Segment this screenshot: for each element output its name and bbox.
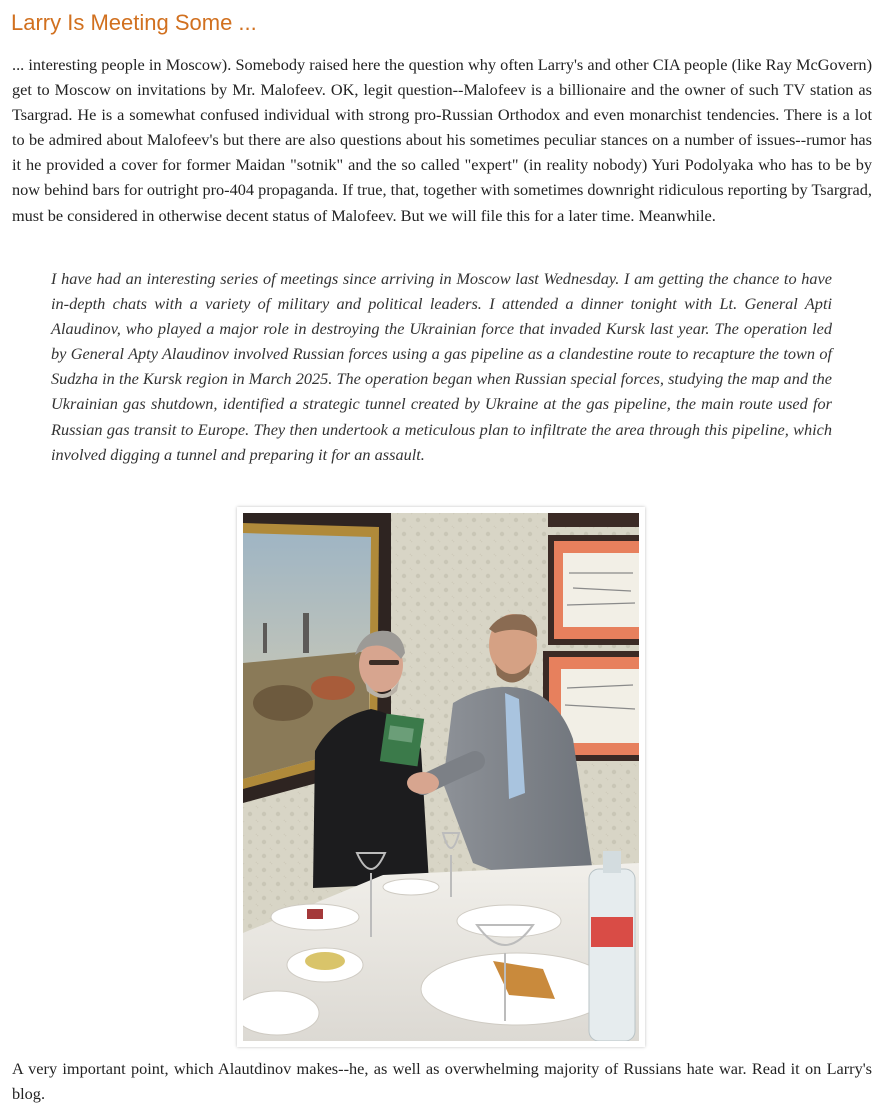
post-title[interactable]: Larry Is Meeting Some ...	[11, 10, 257, 35]
water-bottle	[589, 851, 635, 1041]
dinner-photo	[243, 513, 639, 1041]
handshake	[407, 772, 439, 794]
intro-paragraph: ... interesting people in Moscow). Somebody raised here the question why often Larry's and other CIA people (like Ray McGovern) get to Moscow on invitations by Mr. Malofeev. OK, legit question--Malofeev is a billionaire and the owner of such TV station as Tsargrad. He is a somewhat confused individual with strong pro-Russian Orthodox and even monarchist tendencies. There is a lot to be admired about Malofeev's but there are also questions about his sometimes peculiar stances on a number of issues--rumor has it he provided a cover for former Maidan "sotnik" and the so called "expert" (in reality nobody) Yuri Podolyaka who has to be by now behind bars for outright pro-404 propaganda. If true, that, together with sometimes downright ridiculous reporting by Tsargrad, must be considered in otherwise decent status of Malofeev. But we will file this for a later time. Meanwhile.	[12, 55, 872, 225]
photo-frame	[237, 507, 645, 1047]
outro-paragraph: A very important point, which Alautdinov makes--he, as well as overwhelming majority of Russians hate war. Read it on Larry's blog.	[12, 1059, 872, 1104]
blockquote: I have had an interesting series of meetings since arriving in Moscow last Wednesday. I am getting the chance to have in-depth chats with a variety of military and political leaders. I attended a dinner tonight with Lt. General Apti Alaudinov, who played a major role in destroying the Ukrainian force that invaded Kursk last year. The operation led by General Apty Alaudinov involved Russian forces using a gas pipeline as a clandestine route to recapture the town of Sudzha in the Kursk region in March 2025. The operation began when Russian special forces, studying the map and the Ukrainian gas shutdown, identified a strategic tunnel created by Ukraine at the gas pipeline, the main route used for Russian gas transit to Europe. They then undertook a meticulous plan to infiltrate the area through this pipeline, which involved digging a tunnel and preparing it for an assault.	[51, 269, 832, 464]
